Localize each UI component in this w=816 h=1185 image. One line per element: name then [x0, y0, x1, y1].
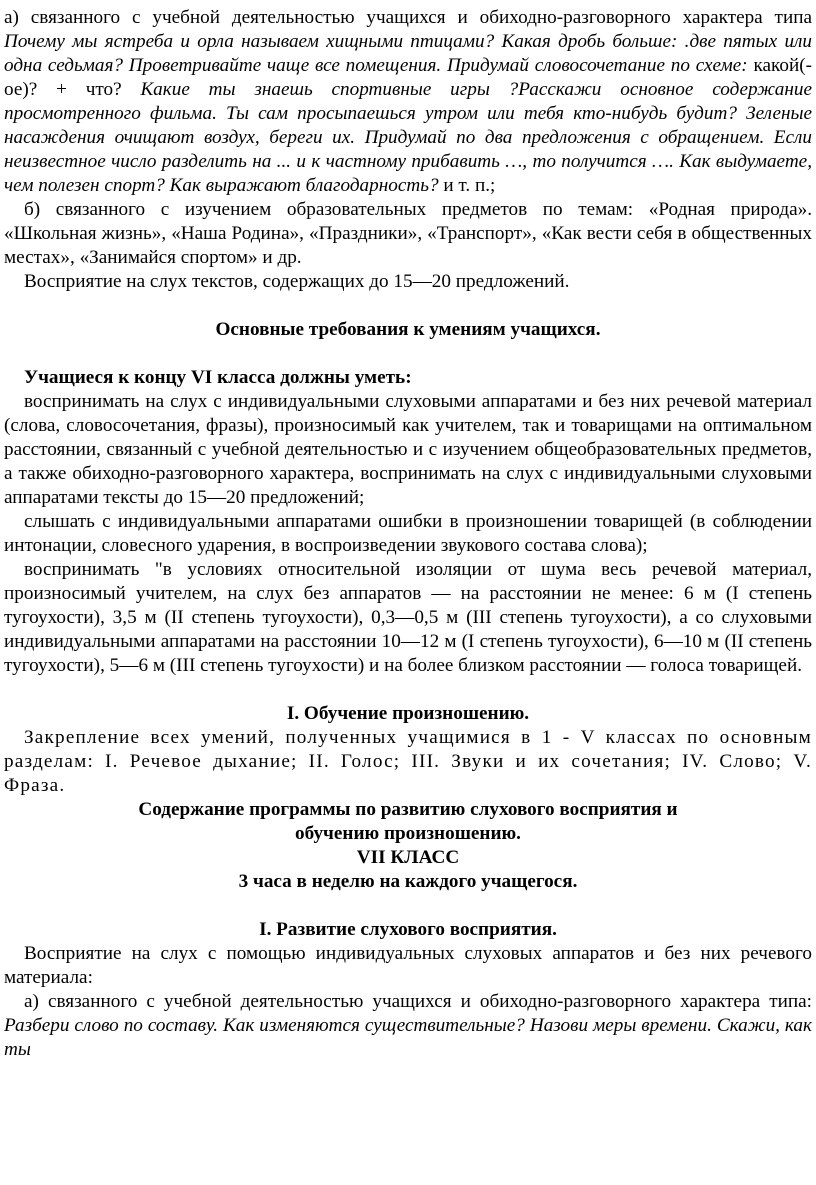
heading-pronunciation: I. Обучение произношению.: [286, 703, 530, 724]
paragraph-consolidation: Закрепление всех умений, полученных учащимися в 1 - V классах по основным разделам: I. Речевое дыхание; II. Голос; III. Звуки и их сочетания; IV. Слово; V. Фраза.: [4, 727, 812, 796]
text: а) связанного с учебной деятельностью учащихся и обиходно-разговорного характера типа:: [24, 991, 812, 1012]
italic-examples: Какие ты знаешь спортивные игры ?Расскажи основное содержание просмотренного фильма. Ты сам просыпаешься утром или тебя кто-нибудь будит? Зеленые насаждения очищают воздух, береги их. Придумай по два предложения с обращением. Если неизвестное число разделить на ... и к частному прибавить …, то получится …. Как выдумаете, чем полезен спорт? Как выражают благодарность?: [4, 79, 812, 196]
italic-examples: Почему мы ястреба и орла называем хищными птицами? Какая дробь больше: .две пятых или одна седьмая? Проветривайте чаще все помещения. Придумай словосочетание по схеме:: [4, 31, 812, 76]
text: а) связанного с учебной деятельностью учащихся и обиходно-разговорного характера типа: [4, 7, 812, 28]
heading-program-line2: обучению произношению.: [295, 823, 521, 844]
heading-hours: 3 часа в неделю на каждого учащегося.: [238, 871, 578, 892]
heading-requirements: Основные требования к умениям учащихся.: [215, 319, 601, 340]
heading-skills: Учащиеся к концу VI класса должны уметь:: [24, 367, 412, 388]
paragraph-hear-errors: слышать с индивидуальными аппаратами ошибки в произношении товарищей (в соблюдении интонации, словесного ударения, в воспроизведении звукового состава слова);: [4, 511, 812, 556]
paragraph-b-topics: б) связанного с изучением образовательных предметов по темам: «Родная природа». «Школьная жизнь», «Наша Родина», «Праздники», «Транспорт», «Как вести себя в общественных местах», «Занимайся спортом» и др.: [4, 199, 812, 268]
text: какой(-ое)? + что?: [4, 55, 812, 100]
paragraph-texts: Восприятие на слух текстов, содержащих до 15—20 предложений.: [24, 271, 570, 292]
paragraph-a-types-2: [4, 990, 812, 1062]
heading-class: VII КЛАСС: [356, 847, 460, 868]
text: и т. п.;: [438, 175, 496, 196]
heading-program-line1: Содержание программы по развитию слухового восприятия и: [138, 799, 678, 820]
paragraph-perceive: воспринимать на слух с индивидуальными слуховыми аппаратами и без них речевой материал (слова, словосочетания, фразы), произносимый как учителем, так и товарищами на оптимальном расстоянии, связанный с учебной деятельностью и с изучением общеобразовательных предметов, а также обиходно-разговорного характера, воспринимать на слух с индивидуальными слуховыми аппаратами тексты до 15—20 предложений;: [4, 391, 812, 508]
heading-auditory: I. Развитие слухового восприятия.: [259, 919, 557, 940]
paragraph-perception: Восприятие на слух с помощью индивидуальных слуховых аппаратов и без них речевого материала:: [4, 943, 812, 988]
paragraph-a-types: [4, 6, 812, 198]
italic-examples: Разбери слово по составу. Как изменяются существительные? Назови меры времени. Скажи, как ты: [4, 1015, 812, 1060]
paragraph-perceive-distance: воспринимать "в условиях относительной изоляции от шума весь речевой материал, произносимый учителем, на слух без аппаратов — на расстоянии не менее: 6 м (I степень тугоухости), 3,5 м (II степень тугоухости), 0,3—0,5 м (III степень тугоухости), а со слуховыми индивидуальными аппаратами на расстоянии 10—12 м (I степень тугоухости), 6—10 м (II степень тугоухости), 5—6 м (III степень тугоухости) и на более близком расстоянии — голоса товарищей.: [4, 559, 812, 676]
